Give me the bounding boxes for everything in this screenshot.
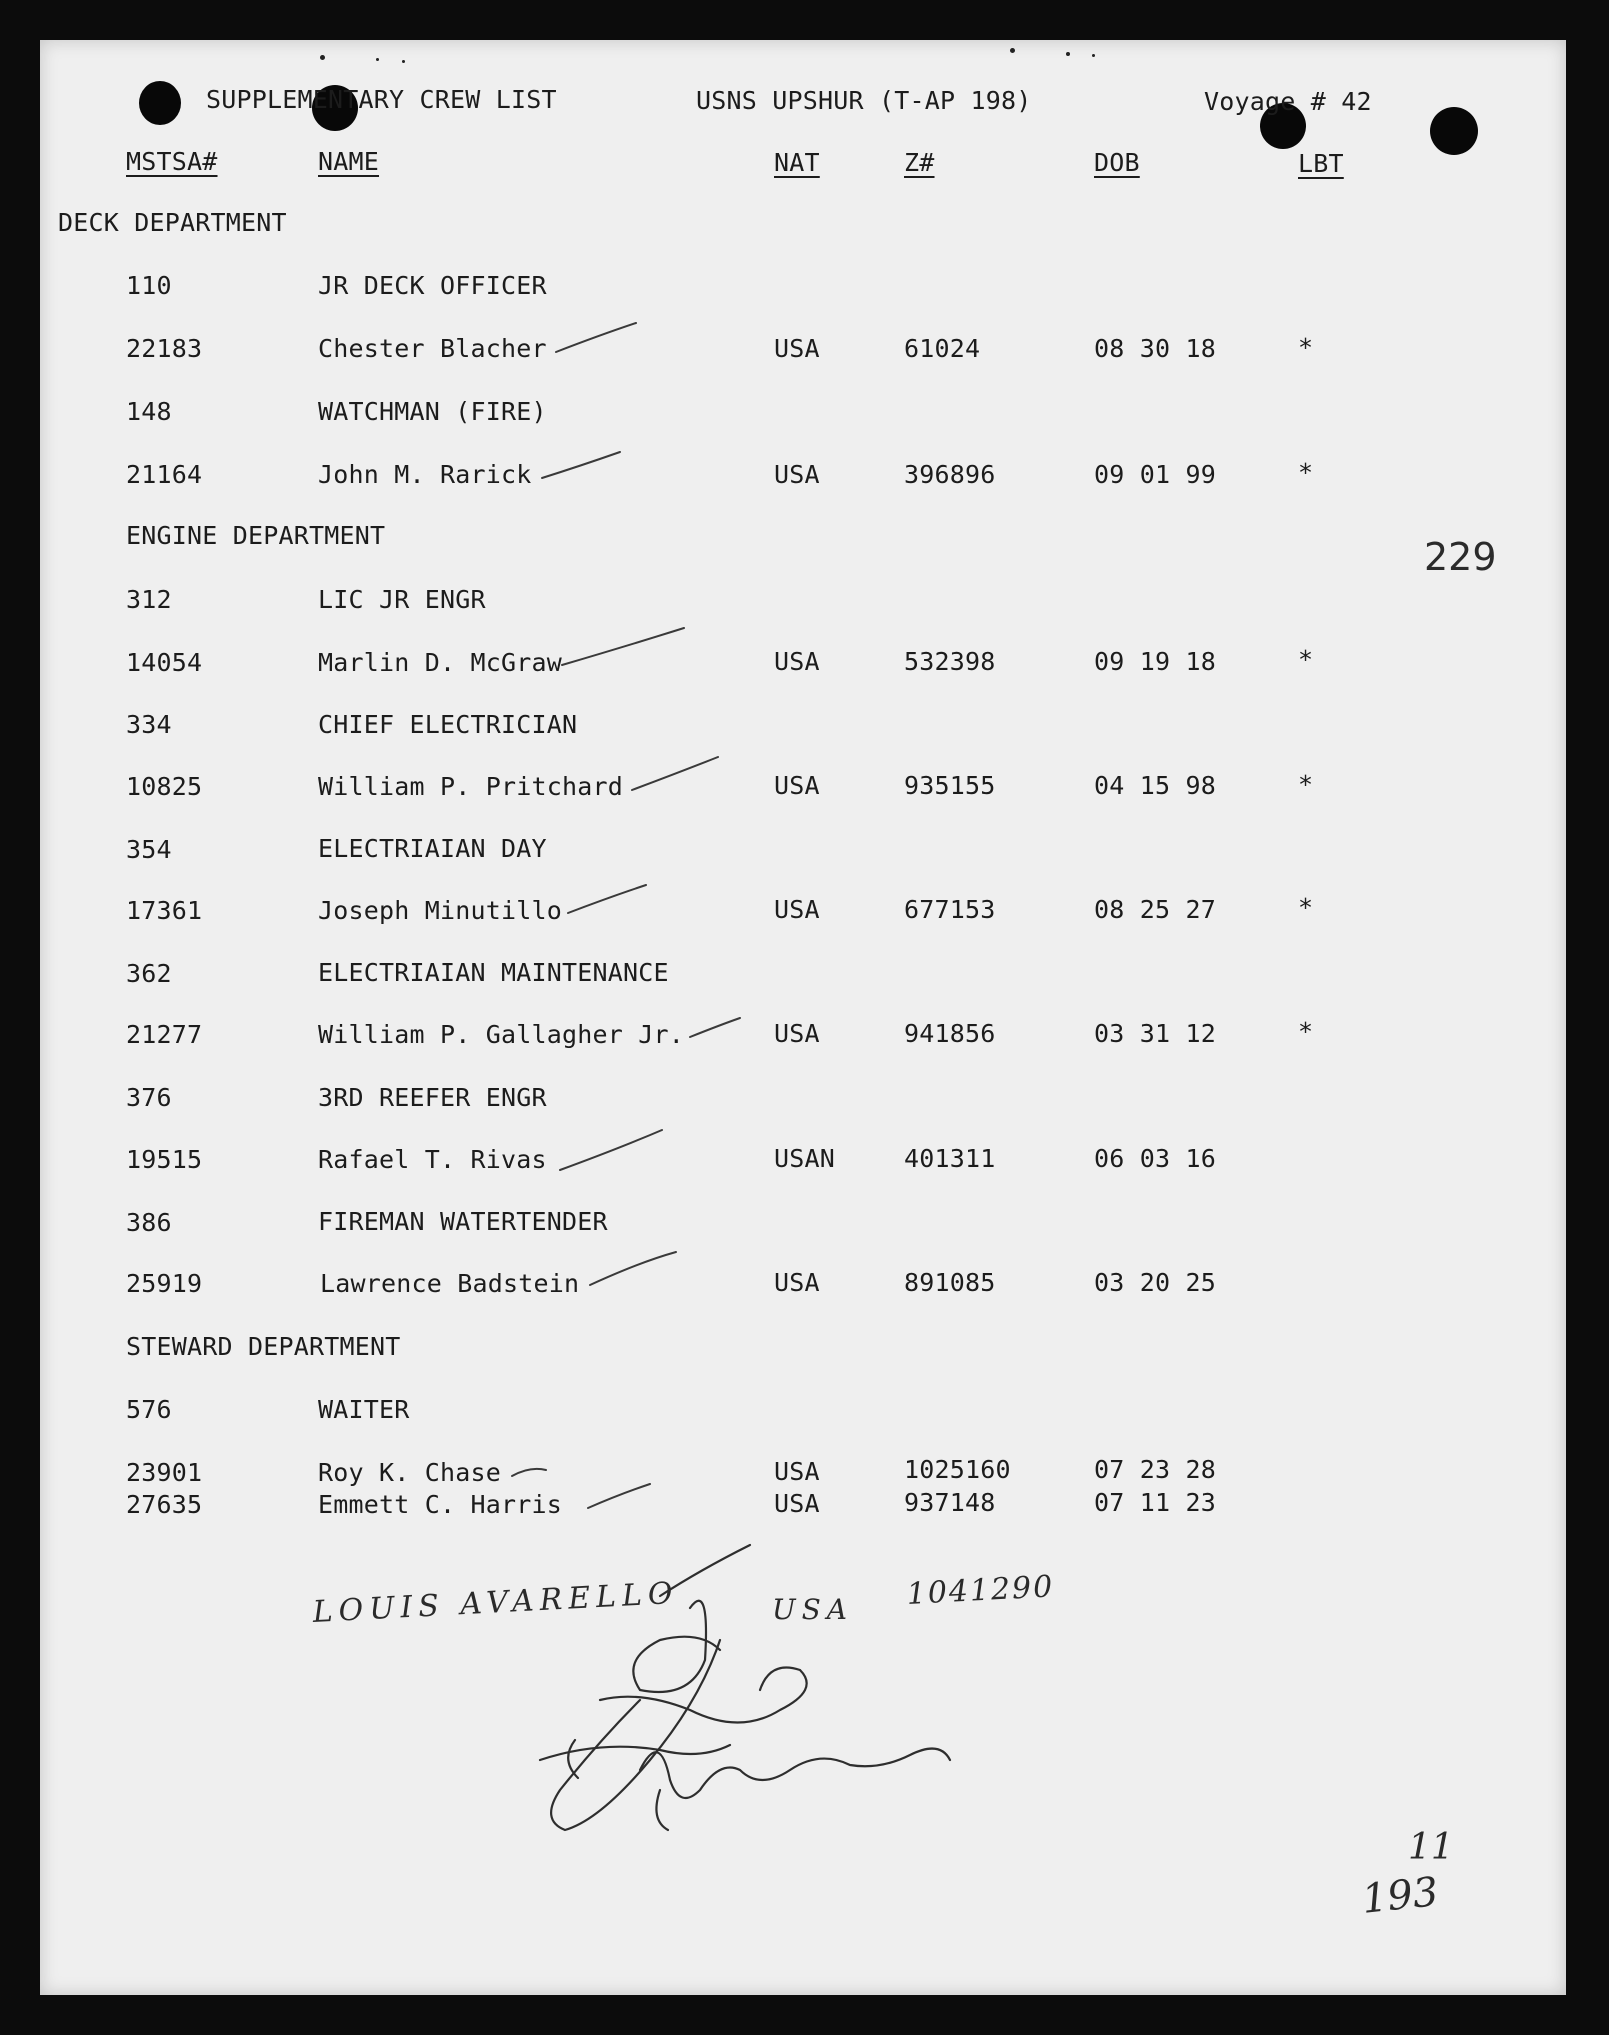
row-lbt: * (1298, 645, 1314, 674)
row-dob: 04 15 98 (1094, 771, 1217, 800)
row-crew-name: Emmett C. Harris (318, 1490, 563, 1519)
row-crew-name: William P. Pritchard (318, 772, 624, 801)
row-mstsa: 25919 (126, 1269, 203, 1298)
row-position: LIC JR ENGR (318, 585, 486, 614)
row-crew-name: Rafael T. Rivas (318, 1145, 547, 1174)
column-header-lbt: LBT (1298, 149, 1344, 178)
row-dob: 07 23 28 (1094, 1455, 1217, 1484)
speck (1066, 52, 1070, 56)
row-mstsa: 14054 (126, 648, 203, 677)
row-dob: 03 31 12 (1094, 1019, 1217, 1048)
speck (320, 55, 325, 60)
row-mstsa: 354 (126, 835, 172, 864)
row-mstsa: 376 (126, 1083, 172, 1112)
row-lbt: * (1298, 458, 1314, 487)
row-dob: 07 11 23 (1094, 1488, 1217, 1517)
stamp-number: 229 (1424, 535, 1497, 579)
punch-hole (139, 81, 181, 125)
row-z-number: 677153 (904, 895, 996, 924)
row-nat: USAN (774, 1144, 836, 1173)
row-dob: 03 20 25 (1094, 1268, 1217, 1297)
row-position: ELECTRIAIAN DAY (318, 834, 547, 863)
ship-name: USNS UPSHUR (T-AP 198) (696, 86, 1032, 115)
column-header-nat: NAT (774, 148, 820, 177)
row-dob: 09 01 99 (1094, 460, 1217, 489)
row-z-number: 61024 (904, 334, 981, 363)
column-header-mstsa: MSTSA# (126, 147, 218, 176)
row-nat: USA (774, 460, 820, 489)
row-crew-name: William P. Gallagher Jr. (318, 1020, 685, 1049)
row-z-number: 941856 (904, 1019, 996, 1048)
row-mstsa: 27635 (126, 1490, 203, 1519)
row-z-number: 396896 (904, 460, 996, 489)
punch-hole (1430, 107, 1478, 155)
row-position: CHIEF ELECTRICIAN (318, 710, 578, 739)
row-lbt: * (1298, 1017, 1314, 1046)
row-crew-name: Roy K. Chase (318, 1458, 502, 1487)
row-mstsa: 17361 (126, 896, 203, 925)
department-heading-deck: DECK DEPARTMENT (58, 208, 287, 237)
row-crew-name: Marlin D. McGraw (318, 648, 563, 677)
row-mstsa: 148 (126, 397, 172, 426)
handwritten-entry-z-number: 1041290 (905, 1569, 1056, 1612)
row-mstsa: 19515 (126, 1145, 203, 1174)
column-header-name: NAME (318, 147, 380, 176)
row-lbt: * (1298, 893, 1314, 922)
row-position: ELECTRIAIAN MAINTENANCE (318, 958, 669, 987)
speck (1010, 48, 1015, 53)
row-mstsa: 23901 (126, 1458, 203, 1487)
row-mstsa: 21164 (126, 460, 203, 489)
voyage-number: Voyage # 42 (1204, 87, 1372, 116)
row-position: 3RD REEFER ENGR (318, 1083, 547, 1112)
row-mstsa: 576 (126, 1395, 172, 1424)
row-crew-name: Chester Blacher (318, 334, 547, 363)
row-dob: 08 25 27 (1094, 895, 1217, 924)
corner-mark-bottom: 193 (1359, 1869, 1441, 1923)
speck (1092, 54, 1095, 57)
row-dob: 08 30 18 (1094, 334, 1217, 363)
row-mstsa: 334 (126, 710, 172, 739)
row-z-number: 1025160 (904, 1455, 1011, 1484)
row-mstsa: 21277 (126, 1020, 203, 1049)
document-title: SUPPLEMENTARY CREW LIST (206, 85, 557, 114)
speck (402, 60, 405, 63)
row-mstsa: 22183 (126, 334, 203, 363)
row-nat: USA (774, 647, 820, 676)
row-crew-name: John M. Rarick (318, 460, 532, 489)
row-mstsa: 10825 (126, 772, 203, 801)
row-dob: 06 03 16 (1094, 1144, 1217, 1173)
column-header-z: Z# (904, 148, 935, 177)
row-mstsa: 110 (126, 271, 172, 300)
column-header-dob: DOB (1094, 148, 1140, 177)
corner-mark-top: 11 (1408, 1827, 1454, 1868)
row-z-number: 891085 (904, 1268, 996, 1297)
handwritten-entry-nat: USA (772, 1593, 853, 1626)
row-mstsa: 386 (126, 1208, 172, 1237)
row-nat: USA (774, 1489, 820, 1518)
row-nat: USA (774, 1457, 820, 1486)
row-position: JR DECK OFFICER (318, 271, 547, 300)
row-z-number: 401311 (904, 1144, 996, 1173)
row-z-number: 532398 (904, 647, 996, 676)
row-nat: USA (774, 1019, 820, 1048)
row-position: WATCHMAN (FIRE) (318, 397, 547, 426)
row-mstsa: 362 (126, 959, 172, 988)
row-nat: USA (774, 895, 820, 924)
row-position: WAITER (318, 1395, 410, 1424)
department-heading-steward: STEWARD DEPARTMENT (126, 1332, 401, 1361)
row-position: FIREMAN WATERTENDER (318, 1207, 608, 1236)
row-crew-name: Lawrence Badstein (320, 1269, 580, 1298)
row-lbt: * (1298, 770, 1314, 799)
row-nat: USA (774, 771, 820, 800)
handwritten-entry-name: LOUIS AVARELLO (311, 1575, 680, 1630)
speck (376, 58, 379, 61)
row-crew-name: Joseph Minutillo (318, 896, 563, 925)
row-lbt: * (1298, 333, 1314, 362)
row-nat: USA (774, 1268, 820, 1297)
row-nat: USA (774, 334, 820, 363)
row-z-number: 937148 (904, 1488, 996, 1517)
row-z-number: 935155 (904, 771, 996, 800)
row-mstsa: 312 (126, 585, 172, 614)
row-dob: 09 19 18 (1094, 647, 1217, 676)
department-heading-engine: ENGINE DEPARTMENT (126, 521, 386, 550)
